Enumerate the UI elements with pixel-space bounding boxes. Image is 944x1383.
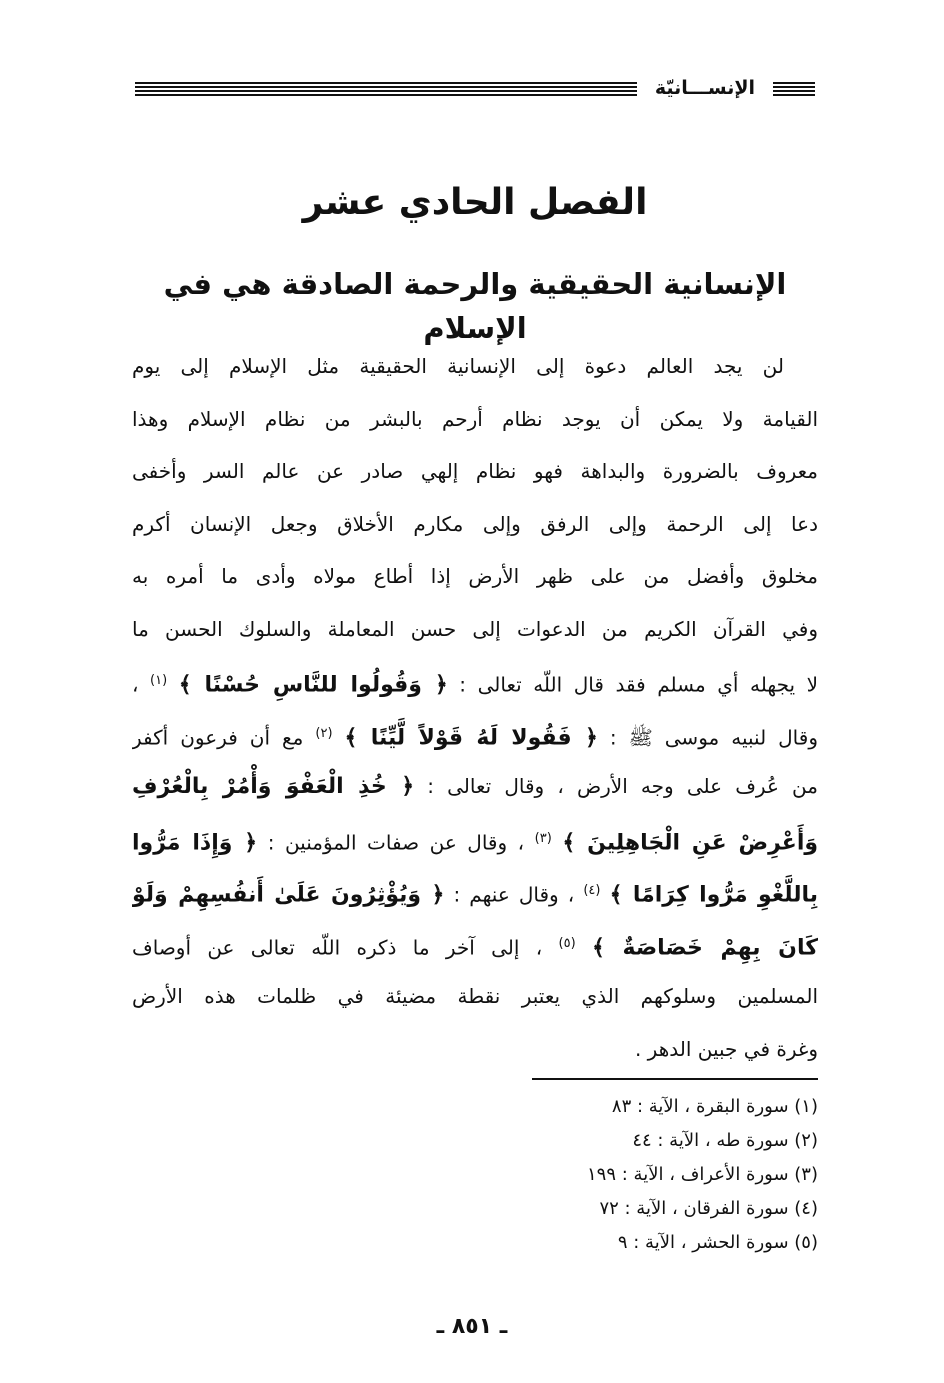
- section-title: الإنسانية الحقيقية والرحمة الصادقة هي في الإسلام: [163, 267, 787, 345]
- footnote-reference: (٤): [583, 883, 601, 898]
- body-text-segment: ، إلى آخر ما ذكره اللّه تعالى عن أوصاف: [132, 935, 543, 960]
- body-text-segment: ،: [132, 672, 139, 697]
- footnote-reference: (٢): [315, 725, 333, 741]
- body-line: دعا إلى الرحمة وإلى الرفق وإلى مكارم الأخلاق وجعل الإنسان أكرم: [132, 511, 818, 536]
- quran-verse: بِاللَّغْوِ مَرُّوا كِرَامًا ﴾: [609, 882, 818, 908]
- footnotes: [418, 1090, 818, 1260]
- page-number: ـ ٨٥١ ـ: [436, 1314, 508, 1339]
- quran-verse: ﴿ وَقُولُوا للنَّاسِ حُسْنًا ﴾: [178, 672, 448, 698]
- body-text-segment: لا يجهله أي مسلم فقد قال اللّه تعالى :: [459, 672, 818, 697]
- body-line: معروف بالضرورة والبداهة فهو نظام إلهي صادر عن عالم السر وأخفى: [132, 459, 818, 483]
- footnote: (٢) سورة طه ، الآية : ٤٤: [632, 1130, 818, 1151]
- body-line: القيامة ولا يمكن أن يوجد نظام أرحم بالبشر من نظام الإسلام وهذا: [132, 406, 818, 431]
- body-line: [132, 760, 818, 813]
- footnote-reference: (٣): [534, 830, 552, 846]
- header-rule-short: [773, 82, 815, 98]
- body-line: [132, 813, 818, 866]
- footnote: (٥) سورة الحشر ، الآية : ٩: [617, 1232, 818, 1253]
- body-line: لن يجد العالم دعوة إلى الإنسانية الحقيقية مثل الإسلام إلى يوم: [132, 354, 784, 378]
- body-line: مخلوق وأفضل من على ظهر الأرض إذا أطاع مولاه وأدى ما أمره به: [132, 564, 818, 588]
- body-text-segment: من عُرف على وجه الأرض ، وقال تعالى :: [427, 774, 818, 798]
- running-header: [135, 74, 815, 104]
- body-line: [132, 865, 818, 918]
- body-text-segment: وقال لنبيه موسى ﷺ :: [609, 725, 818, 750]
- body-line: وفي القرآن الكريم من الدعوات إلى حسن المعاملة والسلوك الحسن ما: [132, 616, 818, 641]
- body-line: [132, 708, 818, 761]
- quran-verse: كَانَ بِهِمْ خَصَاصَةٌ ﴾: [592, 935, 818, 961]
- running-title: الإنســـانيّة: [654, 77, 755, 99]
- footnote-reference: (١): [150, 673, 168, 688]
- body-line: المسلمين وسلوكهم الذي يعتبر نقطة مضيئة في ظلمات هذه الأرض: [132, 984, 818, 1008]
- body-text-segment: ، وقال عنهم :: [453, 882, 575, 907]
- chapter-title: الفصل الحادي عشر: [302, 182, 648, 223]
- quran-verse: ﴿ وَيُؤْثِرُونَ عَلَىٰ أَنفُسِهِمْ وَلَوْ: [132, 882, 445, 908]
- body-line: [132, 918, 818, 971]
- footnote: (١) سورة البقرة ، الآية : ٨٣: [611, 1096, 818, 1117]
- quran-verse: ﴿ وَإِذَا مَرُّوا: [132, 830, 258, 856]
- quran-verse: ﴿ فَقُولا لَهُ قَوْلاً لَّيِّنًا ﴾: [344, 725, 598, 751]
- quran-verse: وَأَعْرِضْ عَنِ الْجَاهِلِينَ ﴾: [562, 830, 818, 856]
- footnote: (٤) سورة الفرقان ، الآية : ٧٢: [599, 1198, 818, 1219]
- body-text: [132, 340, 818, 1075]
- footnote-separator: [532, 1078, 818, 1080]
- footnote-reference: (٥): [558, 935, 576, 951]
- quran-verse: ﴿ خُذِ الْعَفْوَ وَأْمُرْ بِالْعُرْفِ: [132, 774, 415, 799]
- body-text-segment: ، وقال عن صفات المؤمنين :: [267, 830, 525, 855]
- header-rule-long: [135, 82, 637, 98]
- footnote: (٣) سورة الأعراف ، الآية : ١٩٩: [587, 1164, 818, 1185]
- body-text-segment: مع أن فرعون أكفر: [132, 725, 304, 750]
- body-line: وغرة في جبين الدهر .: [634, 1036, 818, 1061]
- body-line: [132, 655, 818, 708]
